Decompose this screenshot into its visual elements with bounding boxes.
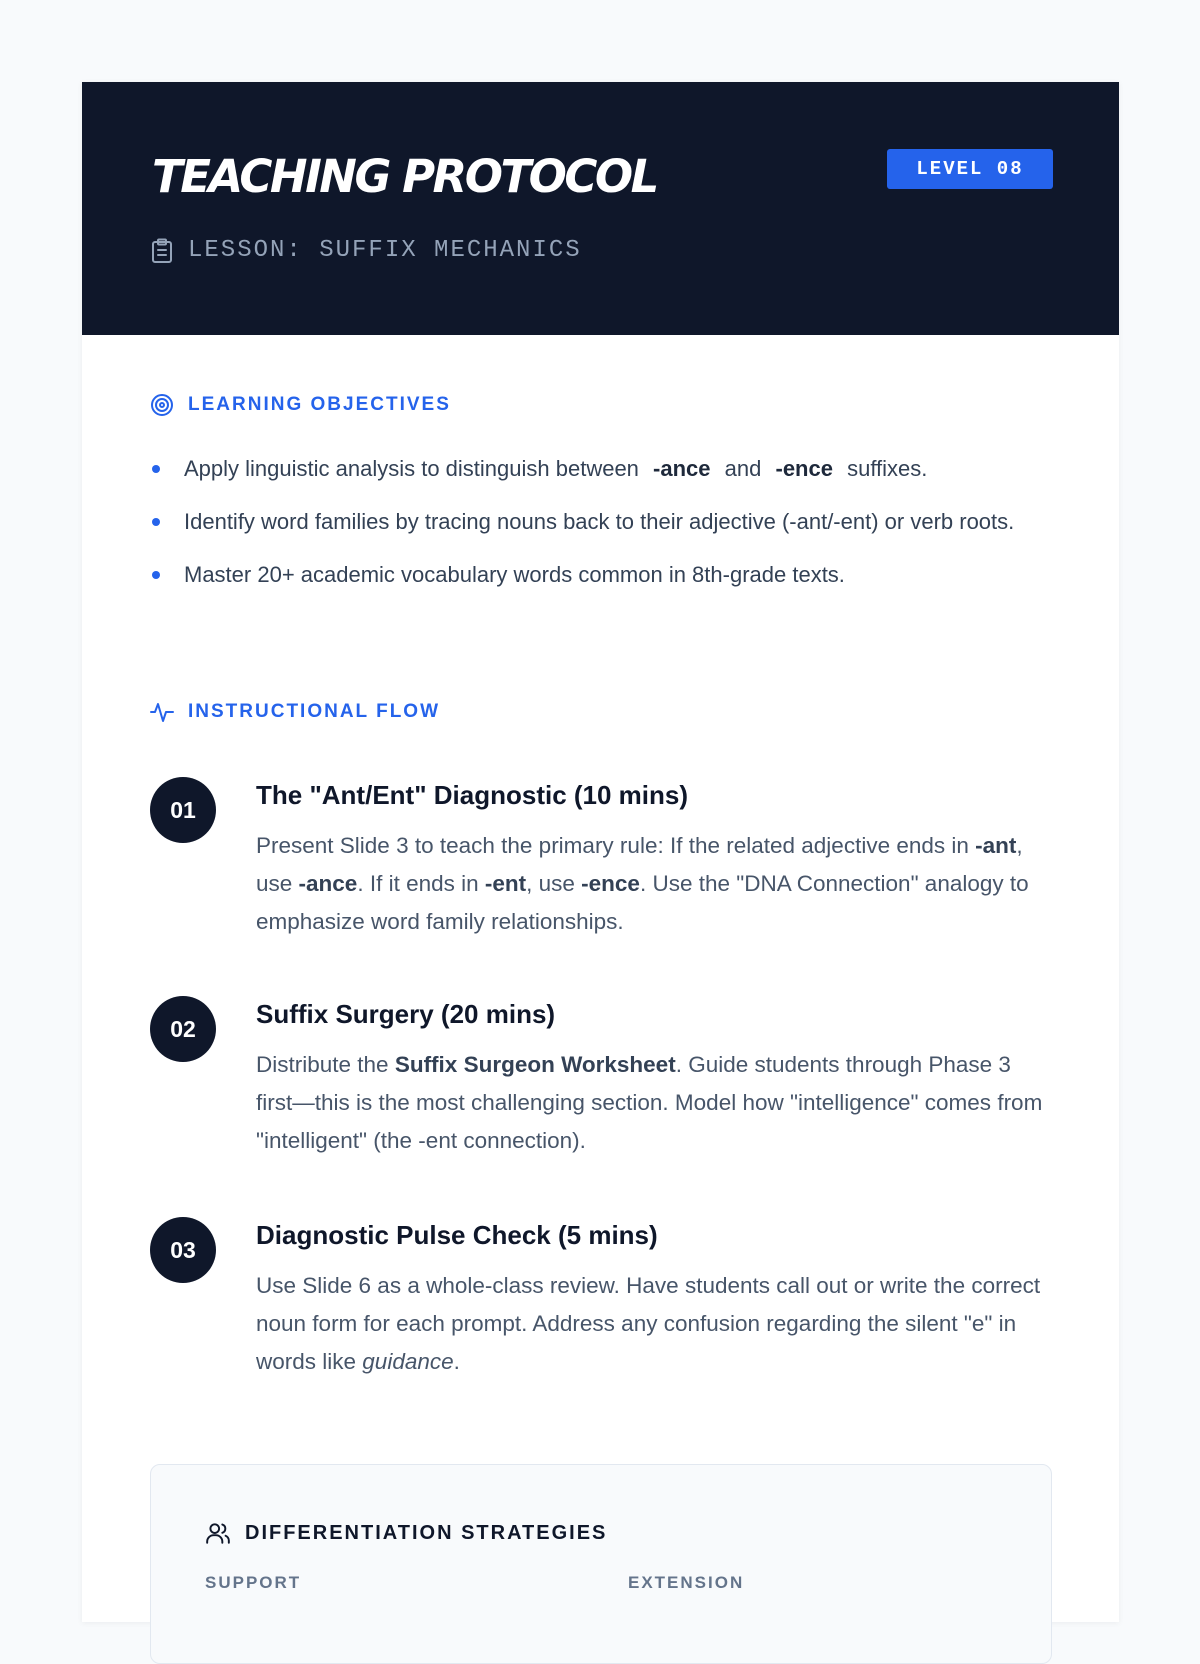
step-description: Use Slide 6 as a whole-class review. Have students call out or write the correct noun form for each prompt. Address any confusion regarding the silent "e" in words like guidance. xyxy=(256,1273,1041,1374)
differentiation-heading xyxy=(205,1520,607,1546)
activity-icon xyxy=(150,700,174,724)
step-number: 03 xyxy=(150,1217,216,1283)
header xyxy=(82,82,1119,335)
list-item: Master 20+ academic vocabulary words common in 8th-grade texts. xyxy=(150,558,1050,591)
extension-column-label: EXTENSION xyxy=(628,1573,745,1592)
protocol-card xyxy=(82,82,1119,1622)
step-title: Suffix Surgery (20 mins) xyxy=(256,999,556,1029)
step-description: Distribute the Suffix Surgeon Worksheet. Guide students through Phase 3 first—this is the most challenging section. Model how "intelligence" comes from "intelligent" (the -ent connection). xyxy=(256,1052,1043,1153)
differentiation-heading-label: DIFFERENTIATION STRATEGIES xyxy=(245,1521,608,1544)
step-title: Diagnostic Pulse Check (5 mins) xyxy=(256,1220,658,1250)
support-column-label: SUPPORT xyxy=(205,1573,302,1592)
page-title: TEACHING PROTOCOL xyxy=(152,150,657,203)
lesson-label: LESSON: SUFFIX MECHANICS xyxy=(188,237,582,264)
objectives-heading-label: LEARNING OBJECTIVES xyxy=(188,394,451,415)
bullet xyxy=(152,571,160,579)
level-badge: LEVEL 08 xyxy=(887,149,1053,189)
objectives-heading xyxy=(150,393,451,417)
list-item: Apply linguistic analysis to distinguish between -ance and -ence suffixes. xyxy=(150,452,1050,485)
clipboard-icon xyxy=(150,238,174,264)
step-description: Present Slide 3 to teach the primary rule: If the related adjective ends in -ant, use -ance. If it ends in -ent, use -ence. Use the "DNA Connection" analogy to emphasize word family relationships. xyxy=(256,833,1029,934)
users-icon xyxy=(205,1520,231,1546)
flow-step xyxy=(150,1217,1050,1397)
flow-heading-label: INSTRUCTIONAL FLOW xyxy=(188,701,441,722)
flow-step xyxy=(150,777,1050,957)
flow-step xyxy=(150,996,1050,1176)
step-number: 02 xyxy=(150,996,216,1062)
bullet xyxy=(152,518,160,526)
objectives-list xyxy=(150,452,1050,611)
step-number: 01 xyxy=(150,777,216,843)
lesson-subtitle xyxy=(150,237,582,264)
step-title: The "Ant/Ent" Diagnostic (10 mins) xyxy=(256,780,689,810)
list-item: Identify word families by tracing nouns back to their adjective (-ant/-ent) or verb roots. xyxy=(150,505,1050,538)
differentiation-panel xyxy=(150,1464,1052,1664)
target-icon xyxy=(150,393,174,417)
bullet xyxy=(152,465,160,473)
flow-heading xyxy=(150,700,440,724)
